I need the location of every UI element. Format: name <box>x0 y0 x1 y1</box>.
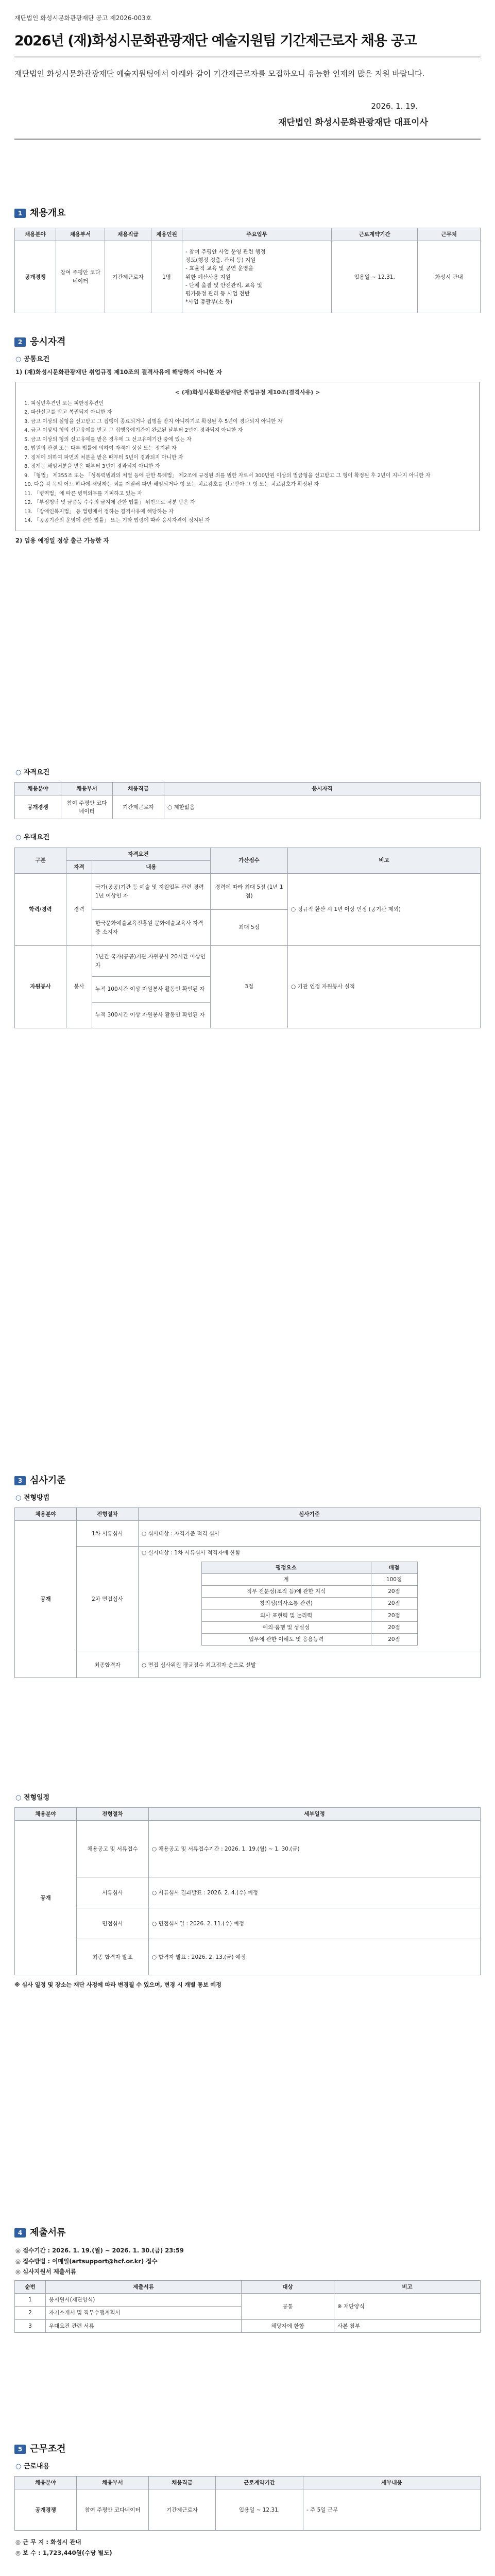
section-title <box>14 206 481 221</box>
table-row <box>15 2319 481 2332</box>
note-line: 3. 금고 이상의 실형을 선고받고 그 집행이 종료되거나 집행을 받지 아니하기로 확정된 후 5년이 경과되지 아니한 자 <box>24 418 283 425</box>
th: 채용직급 <box>149 2477 216 2489</box>
th: 구분 <box>15 848 66 874</box>
note-line: 2. 파산선고를 받고 복권되지 아니한 자 <box>24 410 112 416</box>
cell-kind: 경력 <box>66 874 92 946</box>
th: 주요업무 <box>182 228 332 241</box>
note-line: 4. 금고 이상의 형의 선고유예를 받고 그 집행유예기간이 완료된 날부터 2년이 경과되지 아니한 자 <box>24 428 243 434</box>
cell-note: 사본 첨부 <box>334 2319 481 2332</box>
note-head: < (재)화성시문화관광재단 취업규정 제10조(결격사유) > <box>175 388 320 396</box>
cell-detail: ○ 서류심사 결과발표 : 2026. 2. 4.(수) 예정 <box>149 1877 481 1908</box>
cell-step: 1차 서류심사 <box>77 1521 139 1547</box>
table-row <box>15 874 481 910</box>
th: 응시자격 <box>164 783 481 795</box>
cell-step: 2차 면접심사 <box>77 1547 139 1652</box>
th: 채용인원 <box>151 228 182 241</box>
cell-field: 공개 <box>15 1821 77 1975</box>
th: 평정요소 <box>201 1562 371 1573</box>
divider <box>14 139 481 140</box>
cell-step: 최종합격자 <box>77 1652 139 1678</box>
note-line: 5. 금고 이상의 형의 선고유예를 받은 경우에 그 선고유예기간 중에 있는 자 <box>24 436 192 443</box>
section-schedule <box>0 1793 495 1989</box>
duty-line: 정도(행정 정출, 관리 등) 지원 <box>185 257 256 263</box>
cell-period: 입용일 ~ 12.31. <box>216 2489 303 2531</box>
cell-content: 한국문화예술교육진흥원 문화예술교육사 자격증 소지자 <box>92 910 211 946</box>
table-header-row <box>201 1562 417 1573</box>
cell-doc: 응시원서(재단양식) <box>46 2294 242 2307</box>
th: 채용직급 <box>113 783 164 795</box>
cell-step: 채용공고 및 서류접수 <box>77 1821 149 1877</box>
cell-detail: - 주 5일 근무 <box>303 2489 481 2531</box>
table-row <box>201 1586 417 1598</box>
note-line: 1. 피성년후견인 또는 피한정후견인 <box>24 400 104 406</box>
cell-no: 3 <box>15 2319 46 2332</box>
th: 채용분야 <box>15 228 56 241</box>
section-documents <box>0 2226 495 2333</box>
cell-criteria: ○ 심사대상 : 자격기준 적격 심사 <box>139 1521 481 1547</box>
cell-criteria: ○ 면접 심사위원 평균점수 최고점자 순으로 선발 <box>139 1652 481 1678</box>
cell-grade: 기간제근로자 <box>149 2489 216 2531</box>
table-header-row <box>15 783 481 795</box>
th: 비고 <box>288 848 481 874</box>
th: 내용 <box>92 860 211 873</box>
cell-detail: ○ 면접심사일 : 2026. 2. 11.(수) 예정 <box>149 1908 481 1939</box>
cell-grade: 기간제근로자 <box>113 795 164 819</box>
sub-title-text: 전형일정 <box>23 1794 50 1802</box>
note-line: 14. 「공공기관의 운영에 관한 법률」 또는 기타 법령에 따라 응시자격이 정지된 자 <box>24 518 210 524</box>
section-title <box>14 2226 481 2240</box>
cell-period: 입용일 ~ 12.31. <box>332 241 418 313</box>
section-title <box>14 335 481 349</box>
th: 채용부서 <box>77 2477 149 2489</box>
note-line: 11. 「병역법」에 따른 병역의무를 기피하고 있는 자 <box>24 490 142 497</box>
note-line: 13. 「장애인복지법」 등 법령에서 정하는 결격사유에 해당하는 자 <box>24 509 174 515</box>
th: 근로계약기간 <box>216 2477 303 2489</box>
cell-grade: 기간제근로자 <box>105 241 151 313</box>
doc-number: 재단법인 화성시문화관광재단 공고 제2026-003호 <box>14 14 152 22</box>
note-line: 10. 다음 각 목의 어느 하나에 해당하는 죄를 저질러 파면·해임되거나 형 또는 치료감호를 선고받아 그 형 또는 치료감호가 확정된 자 <box>24 482 319 488</box>
table-row <box>15 1939 481 1975</box>
table-row <box>15 2489 481 2531</box>
note-line: 9. 「형법」 제355조 또는 「성폭력범죄의 처벌 등에 관한 특례법」 제2조에 규정된 죄를 범한 자로서 300만원 이상의 벌금형을 선고받고 그 형이 확정된 후 2년이 지나지 아니한 자 <box>24 472 431 479</box>
table-row <box>15 241 481 313</box>
score-item: 예의·품행 및 성실성 <box>201 1621 371 1633</box>
section-number: 3 <box>14 1476 26 1485</box>
th: 심사기준 <box>139 1508 481 1521</box>
cell-step: 서류심사 <box>77 1877 149 1908</box>
cell-field: 공개경쟁 <box>15 795 61 819</box>
table-row <box>15 1821 481 1877</box>
sub-title-text: 전형방법 <box>23 1494 50 1502</box>
note-line: 7. 징계에 의하여 파면의 처분을 받은 때부터 5년이 경과되지 아니한 자 <box>24 454 183 461</box>
section-title-text: 심사기준 <box>30 1475 66 1486</box>
score-table <box>201 1562 418 1646</box>
th: 채용분야 <box>15 2477 77 2489</box>
cell-step: 면접심사 <box>77 1908 149 1939</box>
table-row <box>15 1652 481 1678</box>
info-line: ◎ 근 무 지 : 화성시 관내 <box>15 2538 81 2546</box>
table-row <box>201 1634 417 1646</box>
cell-score: 최대 5점 <box>211 910 288 946</box>
section-title-text: 응시자격 <box>30 336 66 347</box>
table-header-row <box>15 1808 481 1821</box>
score-item: 계 <box>201 1573 371 1585</box>
cell-content: 1년간 국가(공공)기관 자원봉사 20시간 이상인 자 <box>92 946 211 977</box>
th: 근무처 <box>418 228 481 241</box>
score-value: 20점 <box>371 1598 417 1609</box>
cell-dept: 참여 주평안 코다네이터 <box>77 2489 149 2531</box>
cell-remark: ○ 정규직 환산 시 1년 이상 인정 (공기관 제외) <box>288 874 481 946</box>
th: 자격요건 <box>66 848 211 860</box>
score-value: 100점 <box>371 1573 417 1585</box>
pref-table <box>14 848 481 1029</box>
table-row <box>201 1573 417 1585</box>
note-line: 12. 「부정청탁 및 금품등 수수의 금지에 관한 법률」 위반으로 처분 받은 자 <box>24 500 195 506</box>
duty-line: - 효율적 교육 및 공연 운영을 <box>185 265 254 272</box>
table-row <box>15 1908 481 1939</box>
th: 전형절차 <box>77 1508 139 1521</box>
cell-dept: 참여 주평안 코다네이터 <box>56 241 105 313</box>
th: 채용부서 <box>56 228 105 241</box>
th: 배점 <box>371 1562 417 1573</box>
th: 가산점수 <box>211 848 288 874</box>
duty-line: - 참여 주평안 사업 운영 관련 행정 <box>185 248 266 255</box>
section-overview <box>0 206 495 313</box>
sub-title-method: ○ 전형방법 <box>15 1494 50 1502</box>
cell-content: 국가(공공)기관 등 예술 및 지원업무 관련 경력 1년 이상인 자 <box>92 874 211 910</box>
section-number: 1 <box>14 209 26 218</box>
th: 대상 <box>242 2280 334 2293</box>
cell-duties <box>182 241 332 313</box>
table-header-row <box>15 2280 481 2293</box>
sub-title-schedule: ○ 전형일정 <box>15 1794 50 1802</box>
cell-note: ※ 재단양식 <box>334 2294 481 2320</box>
cell-content: 누적 300시간 이상 자원봉사 활동인 확인된 자 <box>92 1003 211 1028</box>
table-row <box>201 1598 417 1609</box>
section-title <box>14 1473 481 1488</box>
criteria-text: ○ 실시대상 : 1차 서류심사 적격자에 한함 <box>142 1550 241 1556</box>
duty-line: - 단체 출결 및 안전관리, 교육 및 <box>185 282 262 289</box>
cell-no: 1 <box>15 2294 46 2307</box>
table-row <box>15 1877 481 1908</box>
cell-field: 공개경쟁 <box>15 241 56 313</box>
schedule-note: ※ 심사 일정 및 장소는 재단 사정에 따라 변경될 수 있으며, 변경 시 개별 통보 예정 <box>14 1981 221 1989</box>
th: 채용분야 <box>15 1508 77 1521</box>
th: 순번 <box>15 2280 46 2293</box>
sub-title-work: ○ 근로내용 <box>15 2462 50 2470</box>
cell-qual: ○ 제한없음 <box>164 795 481 819</box>
cell-group: 자원봉사 <box>15 946 66 1028</box>
th: 채용부서 <box>61 783 113 795</box>
table-header-row <box>15 848 481 860</box>
th: 비고 <box>334 2280 481 2293</box>
table-row <box>15 1547 481 1652</box>
cell-field: 공개경쟁 <box>15 2489 77 2531</box>
sub-title-pref: ○ 우대요건 <box>15 834 50 842</box>
table-row <box>15 1521 481 1547</box>
cell-score: 경력에 따라 최대 5점 (1년 1점) <box>211 874 288 910</box>
table-header-row <box>15 2477 481 2489</box>
cell-remark: ○ 기관 인정 자원봉사 실적 <box>288 946 481 1028</box>
info-line: ◎ 보 수 : 1,723,440원(수당 별도) <box>15 2549 112 2556</box>
info-line: ◎ 심사지원서 제출서류 <box>15 2268 77 2276</box>
cell-who: 해당자에 한함 <box>242 2319 334 2332</box>
table-header-row <box>15 1508 481 1521</box>
conditions-table <box>14 2476 481 2531</box>
section-number: 4 <box>14 2228 26 2238</box>
schedule-table <box>14 1807 481 1975</box>
score-value: 20점 <box>371 1621 417 1633</box>
th: 채용분야 <box>15 783 61 795</box>
cell-content: 누적 100시간 이상 자원봉사 활동인 확인된 자 <box>92 977 211 1003</box>
conditions-info <box>15 2537 480 2558</box>
note-line: 6. 법원의 판결 또는 다른 법률에 의하여 자격이 상실 또는 정지된 자 <box>24 446 177 452</box>
duty-line: *사업 총괄부(소 등) <box>185 299 233 306</box>
score-value: 20점 <box>371 1586 417 1598</box>
score-item: 의사 표현력 및 논리력 <box>201 1609 371 1621</box>
section-title-text: 채용개요 <box>30 208 66 218</box>
th: 근로계약기간 <box>332 228 418 241</box>
cell-field: 공개 <box>15 1521 77 1678</box>
score-value: 20점 <box>371 1634 417 1646</box>
cell-kind: 봉사 <box>66 946 92 1028</box>
sub-title-qual: ○ 자격요건 <box>15 769 50 776</box>
table-header-row <box>15 228 481 241</box>
sub-title-text: 근로내용 <box>23 2462 50 2470</box>
table-row <box>15 795 481 819</box>
qual-table <box>14 782 481 819</box>
th: 세부일정 <box>149 1808 481 1821</box>
cell-dept: 참여 주평안 코다네이터 <box>61 795 113 819</box>
cell-criteria <box>139 1547 481 1652</box>
cell-score: 3점 <box>211 946 288 1028</box>
sub-title-text: 공통요건 <box>23 355 50 363</box>
announce-date: 2026. 1. 19. <box>371 101 418 111</box>
th: 제출서류 <box>46 2280 242 2293</box>
section-qualification <box>0 335 495 546</box>
section-qualification-detail <box>0 768 495 1028</box>
cell-count: 1명 <box>151 241 182 313</box>
th: 자격 <box>66 860 92 873</box>
table-row <box>201 1621 417 1633</box>
overview-table <box>14 228 481 313</box>
table-row <box>15 946 481 977</box>
score-item: 창의성(의사소통 관련) <box>201 1598 371 1609</box>
attendance-requirement: 2) 임용 예정일 정상 출근 가능한 자 <box>15 536 109 544</box>
note-line: 8. 징계는 해임처분을 받은 때부터 3년이 경과되지 아니한 자 <box>24 464 160 470</box>
duty-line: 평가등정 관리 등 사업 전반 <box>185 291 250 297</box>
section-number: 5 <box>14 2445 26 2454</box>
th: 세부내용 <box>303 2477 481 2489</box>
cell-group: 학력/경력 <box>15 874 66 946</box>
section-screening <box>0 1473 495 1678</box>
disqualification-box <box>15 382 480 531</box>
section-title-text: 제출서류 <box>30 2227 66 2238</box>
common-requirement: 1) (재)화성시문화관광재단 취업규정 제10조의 결격사유에 해당하지 아니한 자 <box>15 368 223 376</box>
cell-doc: 자기소개서 및 직무수행계획서 <box>46 2307 242 2319</box>
cell-doc: 우대요건 관련 서류 <box>46 2319 242 2332</box>
score-item: 직무 전문성(조직 등)에 관한 지식 <box>201 1586 371 1598</box>
sub-title-text: 우대요건 <box>23 834 50 842</box>
section-title <box>14 2442 481 2456</box>
intro-text: 재단법인 화성시문화관광재단 예술지원팀에서 아래와 같이 기간제근로자를 모집하오니 유능한 인재의 많은 지원 바랍니다. <box>14 69 425 79</box>
score-value: 20점 <box>371 1609 417 1621</box>
th: 채용분야 <box>15 1808 77 1821</box>
cell-detail: ○ 합격자 발표 : 2026. 2. 13.(금) 예정 <box>149 1939 481 1975</box>
cell-no: 2 <box>15 2307 46 2319</box>
table-row <box>201 1609 417 1621</box>
info-line: ◎ 접수방법 : 이메일(artsupport@hcf.or.kr) 접수 <box>15 2257 158 2265</box>
documents-info <box>15 2245 480 2277</box>
sub-title-text: 자격요건 <box>23 769 50 776</box>
cell-step: 최종 합격자 발표 <box>77 1939 149 1975</box>
cell-who: 공통 <box>242 2294 334 2320</box>
documents-table <box>14 2280 481 2333</box>
section-conditions <box>0 2442 495 2558</box>
org-signature: 재단법인 화성시문화관광재단 대표이사 <box>278 117 428 128</box>
table-row <box>15 2294 481 2307</box>
score-item: 업무에 관한 이해도 및 응용능력 <box>201 1634 371 1646</box>
section-number: 2 <box>14 337 26 347</box>
duty-line: 위한 예산사용 지원 <box>185 274 231 280</box>
cell-detail: ○ 채용공고 및 서류접수기간 : 2026. 1. 19.(월) ~ 1. 30.(금) <box>149 1821 481 1877</box>
th: 전형절차 <box>77 1808 149 1821</box>
sub-title-common: ○ 공통요건 <box>15 355 50 363</box>
section-title-text: 근무조건 <box>30 2444 66 2454</box>
page-title: 2026년 (재)화성시문화관광재단 예술지원팀 기간제근로자 채용 공고 <box>14 30 481 59</box>
info-line: ◎ 접수기간 : 2026. 1. 19.(월) ~ 2026. 1. 30.(금) 23:59 <box>15 2246 184 2254</box>
th: 채용직급 <box>105 228 151 241</box>
cell-place: 화성시 관내 <box>418 241 481 313</box>
screening-table <box>14 1507 481 1678</box>
